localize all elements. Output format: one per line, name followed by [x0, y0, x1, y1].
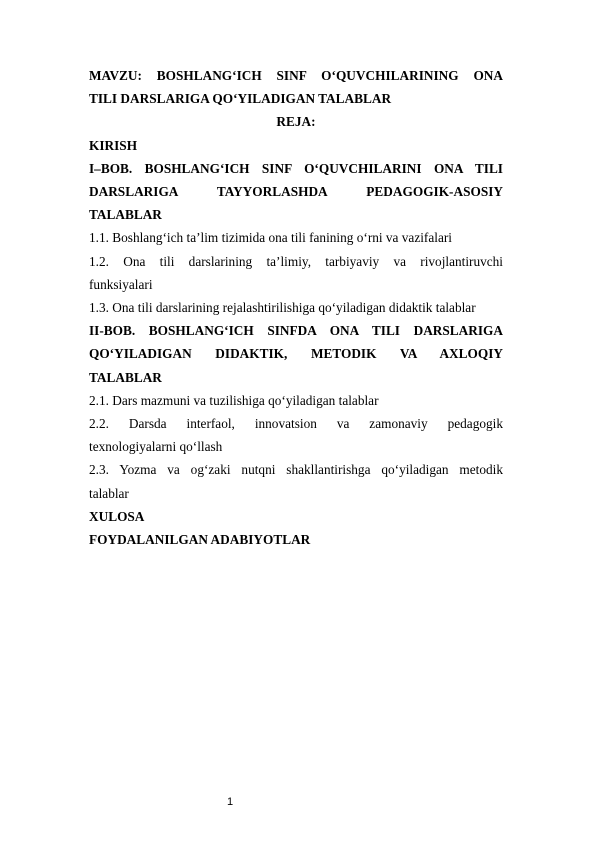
references-heading: FOYDALANILGAN ADABIYOTLAR: [89, 532, 311, 548]
section-1-1: 1.1. Boshlang‘ich ta’lim tizimida ona tili fanining o‘rni va vazifalari: [89, 230, 452, 246]
section-2-2-line-2: texnologiyalarni qo‘llash: [89, 439, 223, 455]
chapter2-line-1: II-BOB. BOSHLANG‘ICH SINFDA ONA TILI DARSLARIGA: [89, 323, 503, 339]
chapter1-line-3: TALABLAR: [89, 207, 162, 223]
section-2-3-line-2: talablar: [89, 485, 129, 501]
chapter1-line-1: I–BOB. BOSHLANG‘ICH SINF O‘QUVCHILARINI ONA TILI: [89, 160, 503, 176]
section-2-3-line-1: 2.3. Yozma va og‘zaki nutqni shakllantirishga qo‘yiladigan metodik: [89, 462, 503, 478]
section-1-2-line-2: funksiyalari: [89, 276, 153, 292]
chapter1-line-2: DARSLARIGA TAYYORLASHDA PEDAGOGIK-ASOSIY: [89, 184, 503, 200]
plan-heading: REJA:: [276, 114, 316, 130]
chapter2-line-3: TALABLAR: [89, 369, 162, 385]
title-line-2: TILI DARSLARIGA QO‘YILADIGAN TALABLAR: [89, 91, 392, 107]
section-2-2-line-1: 2.2. Darsda interfaol, innovatsion va zamonaviy pedagogik: [89, 416, 503, 432]
intro-heading: KIRISH: [89, 137, 138, 153]
document-page: [89, 64, 503, 551]
chapter2-line-2: QO‘YILADIGAN DIDAKTIK, METODIK VA AXLOQIY: [89, 346, 503, 362]
section-2-1: 2.1. Dars mazmuni va tuzilishiga qo‘yiladigan talablar: [89, 392, 379, 408]
section-1-2-line-1: 1.2. Ona tili darslarining ta’limiy, tarbiyaviy va rivojlantiruvchi: [89, 253, 503, 269]
page-number: 1: [226, 796, 234, 808]
section-1-3: 1.3. Ona tili darslarining rejalashtirilishiga qo‘yiladigan didaktik talablar: [89, 300, 476, 316]
title-line-1: MAVZU: BOSHLANG‘ICH SINF O‘QUVCHILARINING ONA: [89, 68, 503, 83]
conclusion-heading: XULOSA: [89, 508, 145, 524]
